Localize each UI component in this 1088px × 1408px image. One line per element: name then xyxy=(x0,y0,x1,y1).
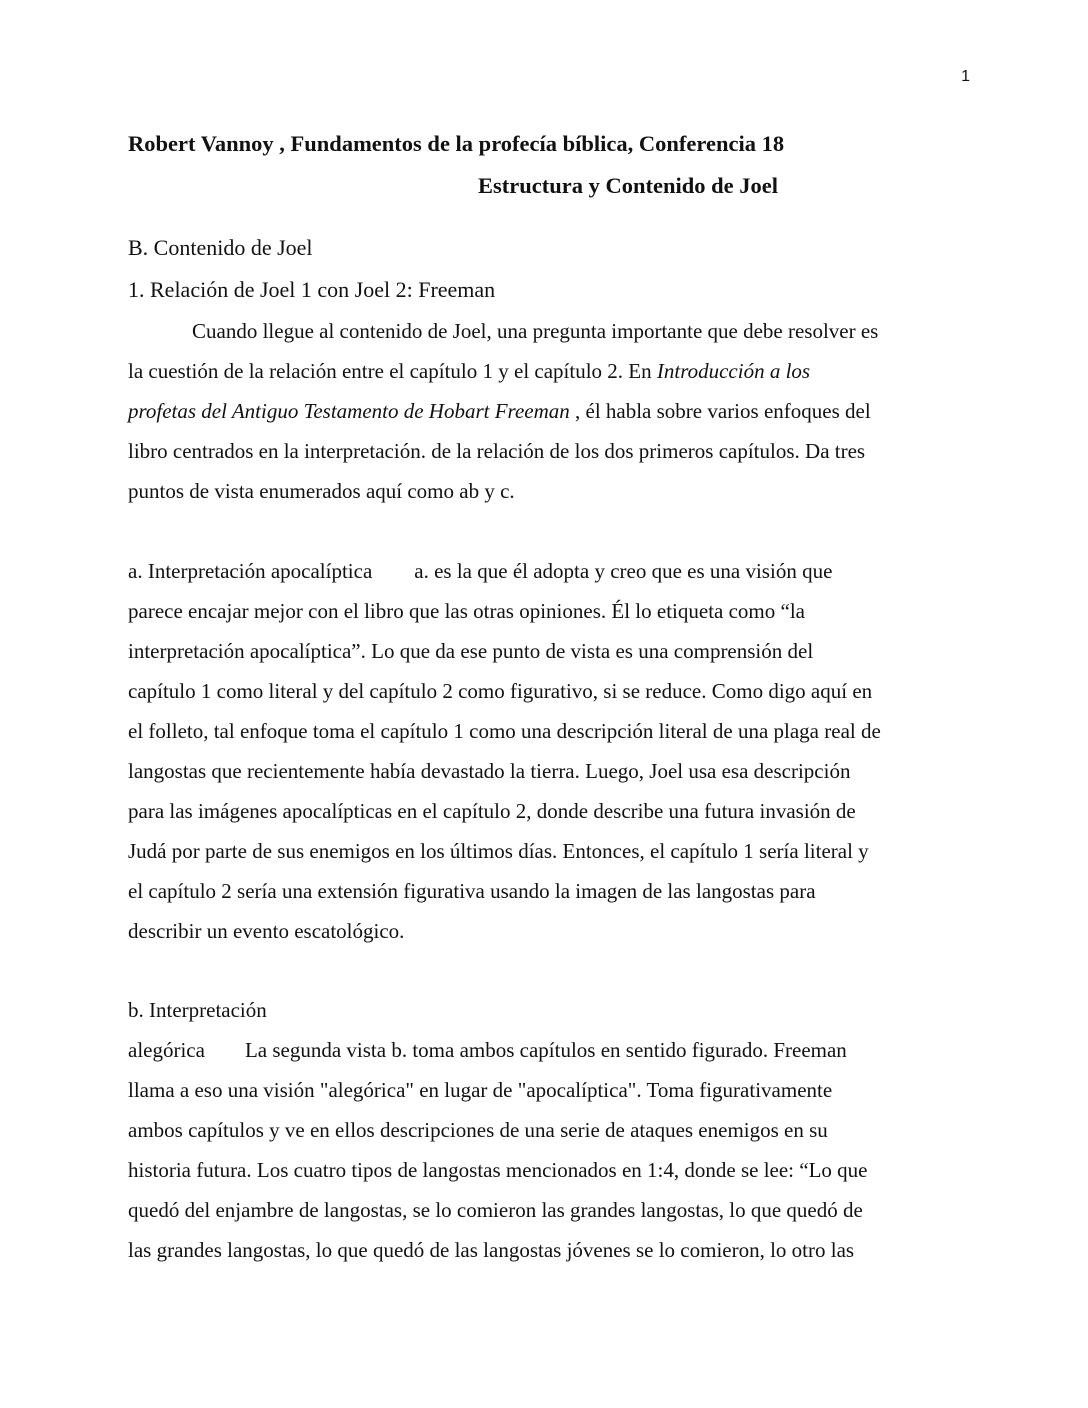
paragraph-line: describir un evento escatológico. xyxy=(128,919,405,943)
subheading-allegorical: b. Interpretación xyxy=(128,998,267,1022)
section-heading-b: B. Contenido de Joel xyxy=(128,235,313,260)
paragraph-line xyxy=(128,1030,968,1070)
page-number: 1 xyxy=(961,68,970,85)
document-subtitle xyxy=(0,169,1088,203)
paragraph-line: para las imágenes apocalípticas en el capítulo 2, donde describe una futura invasión de xyxy=(128,799,856,823)
paragraph-line xyxy=(128,551,968,591)
paragraph-line: langostas que recientemente había devastado la tierra. Luego, Joel usa esa descripción xyxy=(128,759,851,783)
paragraph-line: las grandes langostas, lo que quedó de las langostas jóvenes se lo comieron, lo otro las xyxy=(128,1238,855,1262)
subheading-apocalyptic: a. Interpretación apocalíptica xyxy=(128,559,373,583)
paragraph-line: el folleto, tal enfoque toma el capítulo 1 como una descripción literal de una plaga real de xyxy=(128,719,881,743)
text-run: a. es la que él adopta y creo que es una visión que xyxy=(414,559,833,583)
paragraph-line: libro centrados en la interpretación. de la relación de los dos primeros capítulos. Da tres xyxy=(128,439,866,463)
section-heading-1: 1. Relación de Joel 1 con Joel 2: Freeman xyxy=(128,277,496,302)
book-title-italic: profetas del Antiguo Testamento de Hobart Freeman xyxy=(128,399,570,423)
paragraph-line: quedó del enjambre de langostas, se lo comieron las grandes langostas, lo que quedó de xyxy=(128,1198,863,1222)
paragraph-line xyxy=(128,351,968,391)
paragraph-line: puntos de vista enumerados aquí como ab y c. xyxy=(128,479,515,503)
paragraph-line: parece encajar mejor con el libro que las otras opiniones. Él lo etiqueta como “la xyxy=(128,599,805,623)
text-run: La segunda vista b. toma ambos capítulos en sentido figurado. Freeman xyxy=(244,1038,847,1062)
paragraph-line: interpretación apocalíptica”. Lo que da ese punto de vista es una comprensión del xyxy=(128,639,814,663)
paragraph-line xyxy=(128,391,968,431)
paragraph-line: capítulo 1 como literal y del capítulo 2 como figurativo, si se reduce. Como digo aquí en xyxy=(128,679,873,703)
paragraph-apocalyptic xyxy=(128,551,968,951)
document-title: Robert Vannoy , Fundamentos de la profecía bíblica, Conferencia 18 xyxy=(128,131,785,156)
subheading-allegorical-cont: alegórica xyxy=(128,1038,205,1062)
paragraph-line: el capítulo 2 sería una extensión figurativa usando la imagen de las langostas para xyxy=(128,879,816,903)
paragraph-line: Cuando llegue al contenido de Joel, una pregunta importante que debe resolver es xyxy=(192,319,879,343)
text-run: la cuestión de la relación entre el capítulo 1 y el capítulo 2. En xyxy=(128,359,657,383)
paragraph-allegorical xyxy=(128,990,968,1270)
paragraph-intro xyxy=(128,311,968,511)
subtitle-text: Estructura y Contenido de Joel xyxy=(478,173,778,198)
paragraph-line: historia futura. Los cuatro tipos de langostas mencionados en 1:4, donde se lee: “Lo que xyxy=(128,1158,868,1182)
book-title-italic: Introducción a los xyxy=(656,359,811,383)
paragraph-line: ambos capítulos y ve en ellos descripciones de una serie de ataques enemigos en su xyxy=(128,1118,828,1142)
paragraph-line: llama a eso una visión "alegórica" en lugar de "apocalíptica". Toma figurativamente xyxy=(128,1078,833,1102)
paragraph-line: Judá por parte de sus enemigos en los últimos días. Entonces, el capítulo 1 sería literal y xyxy=(128,839,869,863)
text-run: , él habla sobre varios enfoques del xyxy=(569,399,871,423)
